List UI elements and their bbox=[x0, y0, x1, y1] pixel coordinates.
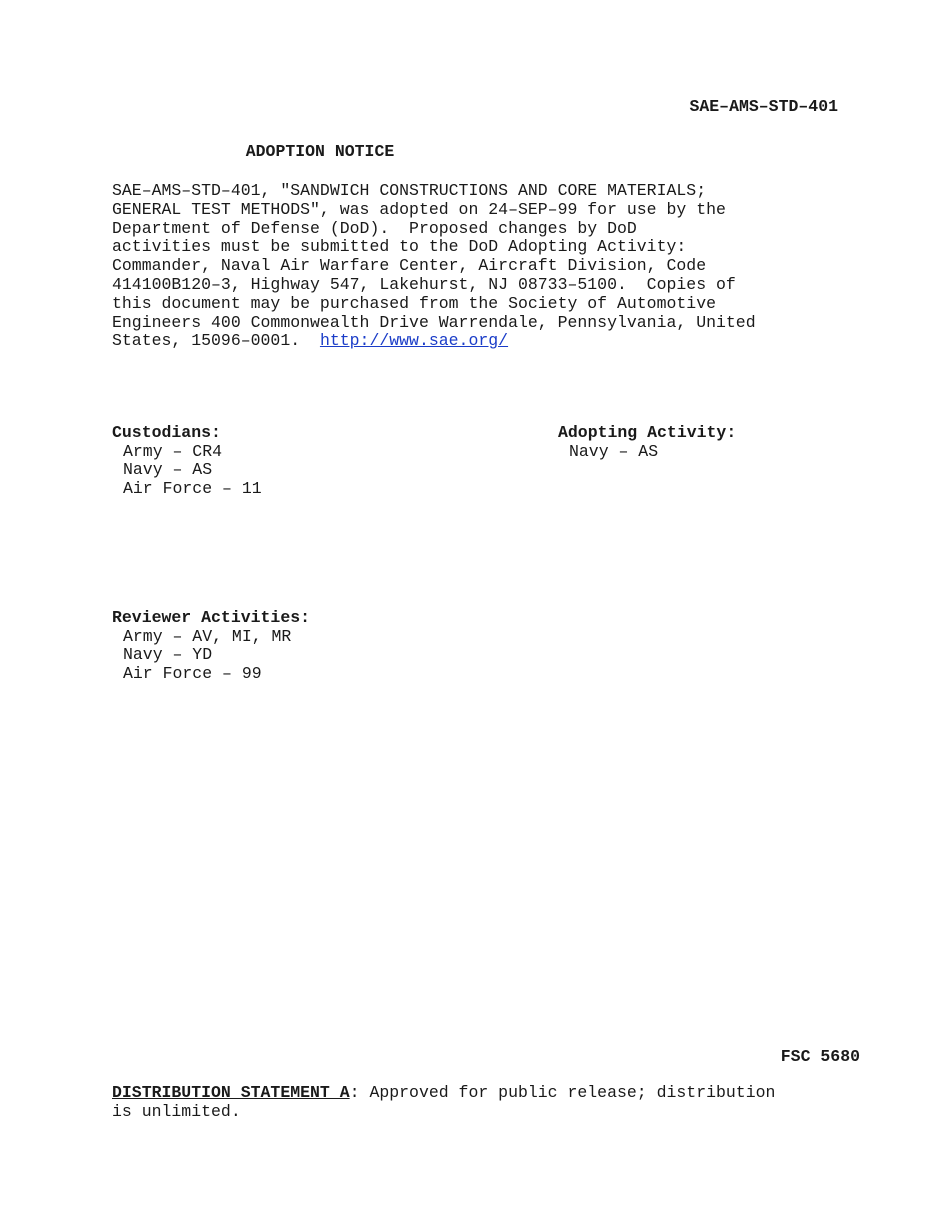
distribution-statement bbox=[112, 1084, 862, 1122]
page-title: ADOPTION NOTICE bbox=[245, 142, 395, 161]
custodian-item: Navy – AS bbox=[123, 460, 213, 480]
custodian-item: Air Force – 11 bbox=[123, 478, 262, 498]
body-line: States, 15096–0001. bbox=[112, 331, 320, 351]
custodians-section bbox=[112, 424, 262, 498]
body-line: Commander, Naval Air Warfare Center, Aircraft Division, Code bbox=[112, 256, 707, 276]
distribution-label: DISTRIBUTION STATEMENT A bbox=[112, 1083, 350, 1102]
body-line: activities must be submitted to the DoD Adopting Activity: bbox=[112, 237, 687, 257]
adopting-activity-section bbox=[558, 424, 736, 461]
adopting-activity-item: Navy – AS bbox=[569, 441, 659, 461]
body-line: this document may be purchased from the Society of Automotive bbox=[112, 293, 716, 313]
body-line: 414100B120–3, Highway 547, Lakehurst, NJ 08733–5100. Copies of bbox=[112, 274, 736, 294]
reviewer-item: Air Force – 99 bbox=[123, 663, 262, 683]
distribution-text: : Approved for public release; distribution bbox=[349, 1083, 776, 1102]
body-line: SAE–AMS–STD–401, "SANDWICH CONSTRUCTIONS AND CORE MATERIALS; bbox=[112, 181, 707, 200]
reviewer-activities-section bbox=[112, 609, 310, 683]
adopting-activity-heading: Adopting Activity: bbox=[558, 423, 737, 442]
notice-body bbox=[112, 182, 842, 351]
document-number: SAE–AMS–STD–401 bbox=[689, 97, 838, 116]
sae-website-link[interactable]: http://www.sae.org/ bbox=[319, 331, 509, 351]
body-line: GENERAL TEST METHODS", was adopted on 24–SEP–99 for use by the bbox=[112, 199, 726, 219]
distribution-text-line2: is unlimited. bbox=[112, 1101, 241, 1121]
body-line: Engineers 400 Commonwealth Drive Warrendale, Pennsylvania, United bbox=[112, 312, 756, 332]
reviewer-activities-heading: Reviewer Activities: bbox=[112, 608, 311, 627]
body-line: Department of Defense (DoD). Proposed changes by DoD bbox=[112, 218, 637, 238]
custodian-item: Army – CR4 bbox=[123, 441, 223, 461]
custodians-heading: Custodians: bbox=[112, 423, 221, 442]
reviewer-item: Army – AV, MI, MR bbox=[123, 626, 292, 646]
reviewer-item: Navy – YD bbox=[123, 645, 213, 665]
fsc-code: FSC 5680 bbox=[780, 1047, 860, 1066]
